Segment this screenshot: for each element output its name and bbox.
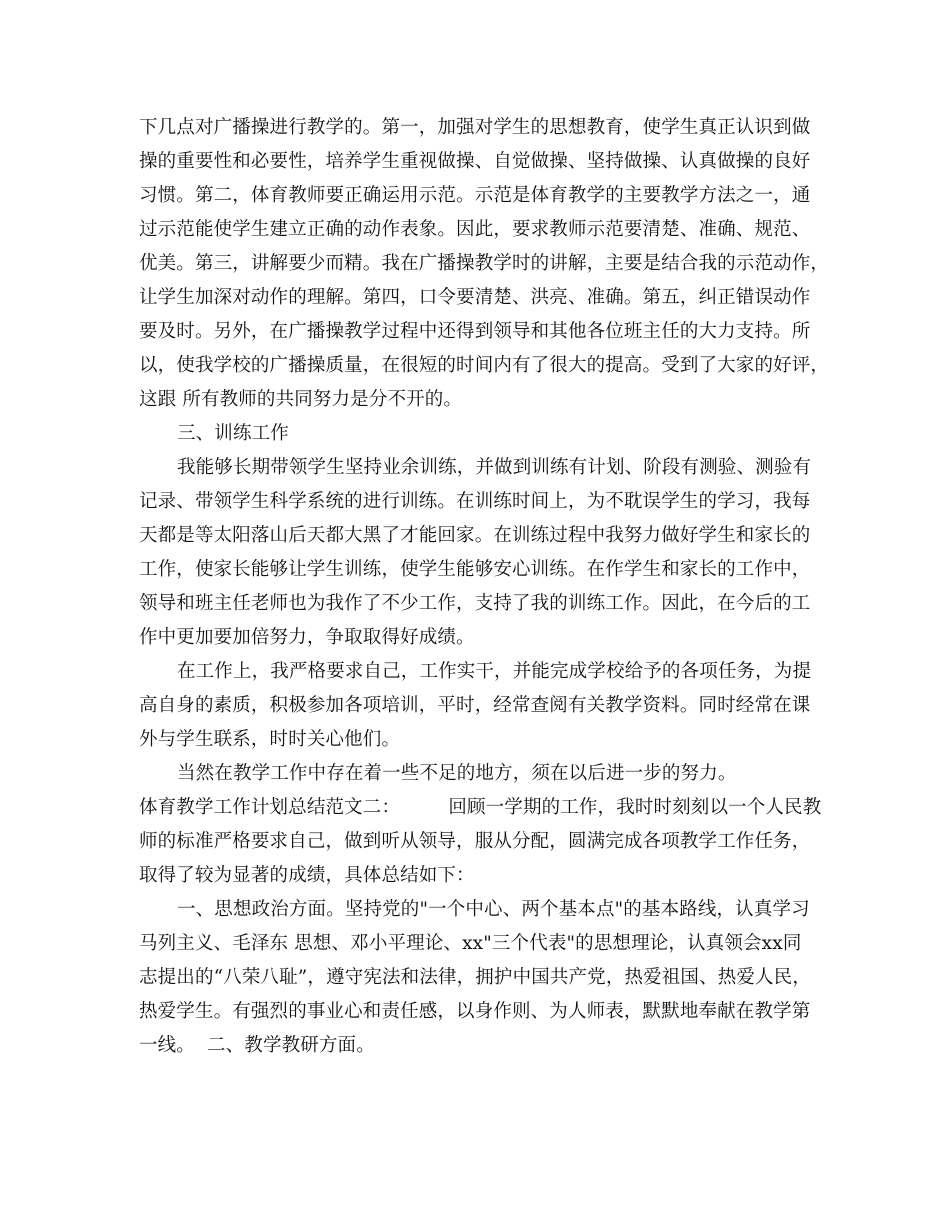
text-line: 作中更加要加倍努力，争取取得好成绩。 (139, 627, 475, 648)
text-line: 高自身的素质，积极参加各项培训，平时，经常查阅有关教学资料。同时经常在课 (139, 695, 811, 716)
text-line: 记录、带领学生科学系统的进行训练。在训练时间上，为不耽误学生的学习，我每 (139, 491, 811, 512)
text-line: 领导和班主任老师也为我作了不少工作，支持了我的训练工作。因此，在今后的工 (139, 593, 811, 614)
text-line: 体育教学工作计划总结范文二： 回顾一学期的工作，我时时刻刻以一个人民教 (139, 797, 822, 818)
text-line: 过示范能使学生建立正确的动作表象。因此，要求教师示范要清楚、准确、规范、 (139, 219, 811, 240)
text-line: 工作，使家长能够让学生训练，使学生能够安心训练。在作学生和家长的工作中， (139, 559, 811, 580)
text-line: 操的重要性和必要性，培养学生重视做操、自觉做操、坚持做操、认真做操的良好 (139, 151, 811, 172)
text-line: 习惯。第二，体育教师要正确运用示范。示范是体育教学的主要教学方法之一，通 (139, 185, 811, 206)
text-line: 在工作上，我严格要求自己，工作实干，并能完成学校给予的各项任务，为提 (177, 661, 812, 682)
text-line: 这跟 所有教师的共同努力是分不开的。 (139, 389, 463, 410)
text-line: 取得了较为显著的成绩，具体总结如下： (139, 865, 475, 886)
text-line: 热爱学生。有强烈的事业心和责任感，以身作则、为人师表，默默地奉献在教学第 (139, 1001, 811, 1022)
text-line: 我能够长期带领学生坚持业余训练，并做到训练有计划、阶段有测验、测验有 (177, 457, 812, 478)
text-line: 师的标准严格要求自己，做到听从领导，服从分配，圆满完成各项教学工作任务， (139, 831, 811, 852)
text-line: 志提出的“八荣八耻”，遵守宪法和法律，拥护中国共产党，热爱祖国、热爱人民， (139, 967, 811, 988)
document-body (139, 111, 830, 1063)
text-line: 三、训练工作 (177, 423, 289, 444)
text-line: 马列主义、毛泽东 思想、邓小平理论、xx"三个代表"的思想理论，认真领会xx同 (139, 933, 802, 954)
text-line: 要及时。另外，在广播操教学过程中还得到领导和其他各位班主任的大力支持。所 (139, 321, 811, 342)
text-line: 当然在教学工作中存在着一些不足的地方，须在以后进一步的努力。 (177, 763, 737, 784)
text-line: 一、思想政治方面。坚持党的"一个中心、两个基本点"的基本路线，认真学习 (177, 899, 810, 920)
text-line: 下几点对广播操进行教学的。第一，加强对学生的思想教育，使学生真正认识到做 (139, 117, 811, 138)
text-line: 让学生加深对动作的理解。第四，口令要清楚、洪亮、准确。第五，纠正错误动作 (139, 287, 811, 308)
text-line: 外与学生联系，时时关心他们。 (139, 729, 401, 750)
text-line: 一线。 二、教学教研方面。 (139, 1035, 375, 1056)
text-line: 优美。第三，讲解要少而精。我在广播操教学时的讲解，主要是结合我的示范动作， (139, 253, 830, 274)
text-line: 以，使我学校的广播操质量，在很短的时间内有了很大的提高。受到了大家的好评， (139, 355, 830, 376)
text-line: 天都是等太阳落山后天都大黑了才能回家。在训练过程中我努力做好学生和家长的 (139, 525, 811, 546)
